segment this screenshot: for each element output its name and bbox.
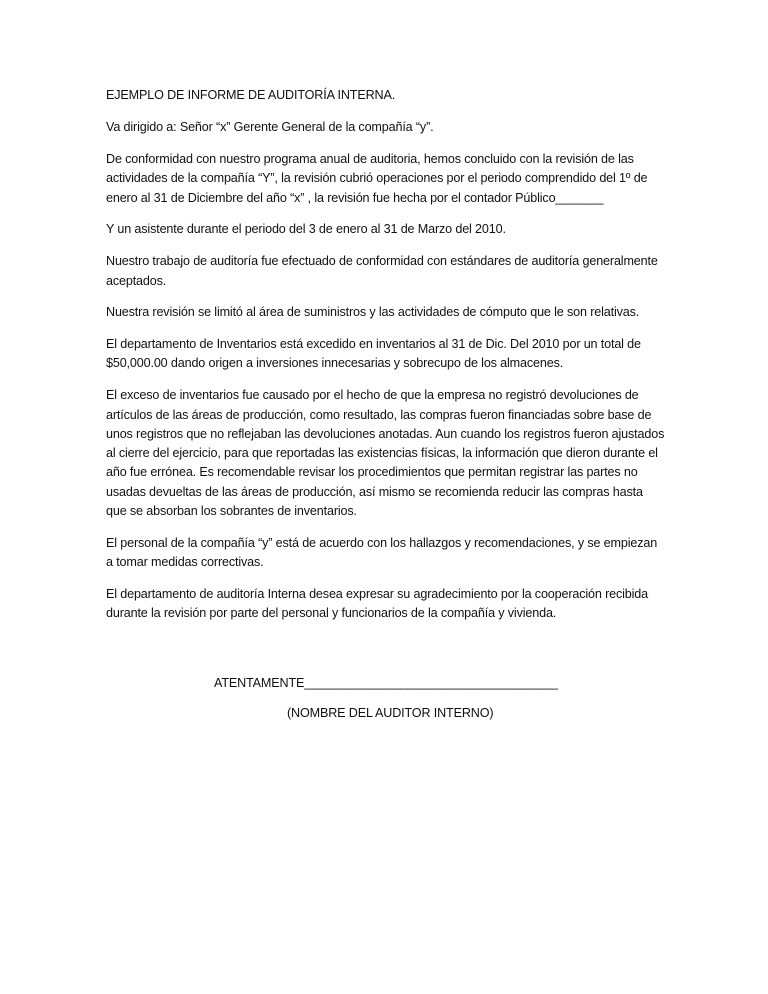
paragraph-scope: De conformidad con nuestro programa anual de auditoria, hemos concluido con la revisión de las actividades de la compañía “Y”, la revisión cubrió operaciones por el periodo comprendido del 1º de enero al 31 de Diciembre del año “x” , la revisión fue hecha por el contador Público_______ [106, 152, 648, 205]
document-title: EJEMPLO DE INFORME DE AUDITORÍA INTERNA. [106, 88, 396, 102]
auditor-name-placeholder: (NOMBRE DEL AUDITOR INTERNO) [287, 706, 494, 720]
paragraph-agreement: El personal de la compañía “y” está de acuerdo con los hallazgos y recomendaciones, y se empiezan a tomar medidas correctivas. [106, 535, 658, 570]
paragraph-acknowledgement: El departamento de auditoría Interna desea expresar su agradecimiento por la cooperación recibida durante la revisión por parte del personal y funcionarios de la compañía y vivienda. [106, 586, 649, 621]
paragraph-standards: Nuestro trabajo de auditoría fue efectuado de conformidad con estándares de auditoría generalmente aceptados. [106, 254, 658, 288]
paragraph-limitation: Nuestra revisión se limitó al área de suministros y las actividades de cómputo que le son relativas. [106, 305, 640, 320]
paragraph-cause-recommendation: El exceso de inventarios fue causado por el hecho de que la empresa no registró devoluciones de artículos de las áreas de producción, como resultado, las compras fueron financiadas sobre base de unos registros que no reflejaban las devoluciones anotadas. Aun cuando los registros fueron ajustados al cierre del ejercicio, para que reportadas las existencias físicas, la información que dieron durante el año fue errónea. Es recomendable revisar los procedimientos que permitan registrar las partes no usadas devueltas de las áreas de producción, así mismo se recomienda reducir las compras hasta que se absorban los sobrantes de inventarios. [106, 388, 665, 519]
closing-signature-line: ATENTAMENTE_____________________________________ [214, 676, 558, 690]
addressee-line: Va dirigido a: Señor “x” Gerente General de la compañía “y”. [106, 120, 434, 135]
paragraph-finding: El departamento de Inventarios está excedido en inventarios al 31 de Dic. Del 2010 por un total de $50,000.00 dando origen a inversiones innecesarias y sobrecupo de los almacenes. [106, 337, 641, 371]
document-body [106, 86, 666, 636]
paragraph-assistant: Y un asistente durante el periodo del 3 de enero al 31 de Marzo del 2010. [106, 222, 506, 237]
